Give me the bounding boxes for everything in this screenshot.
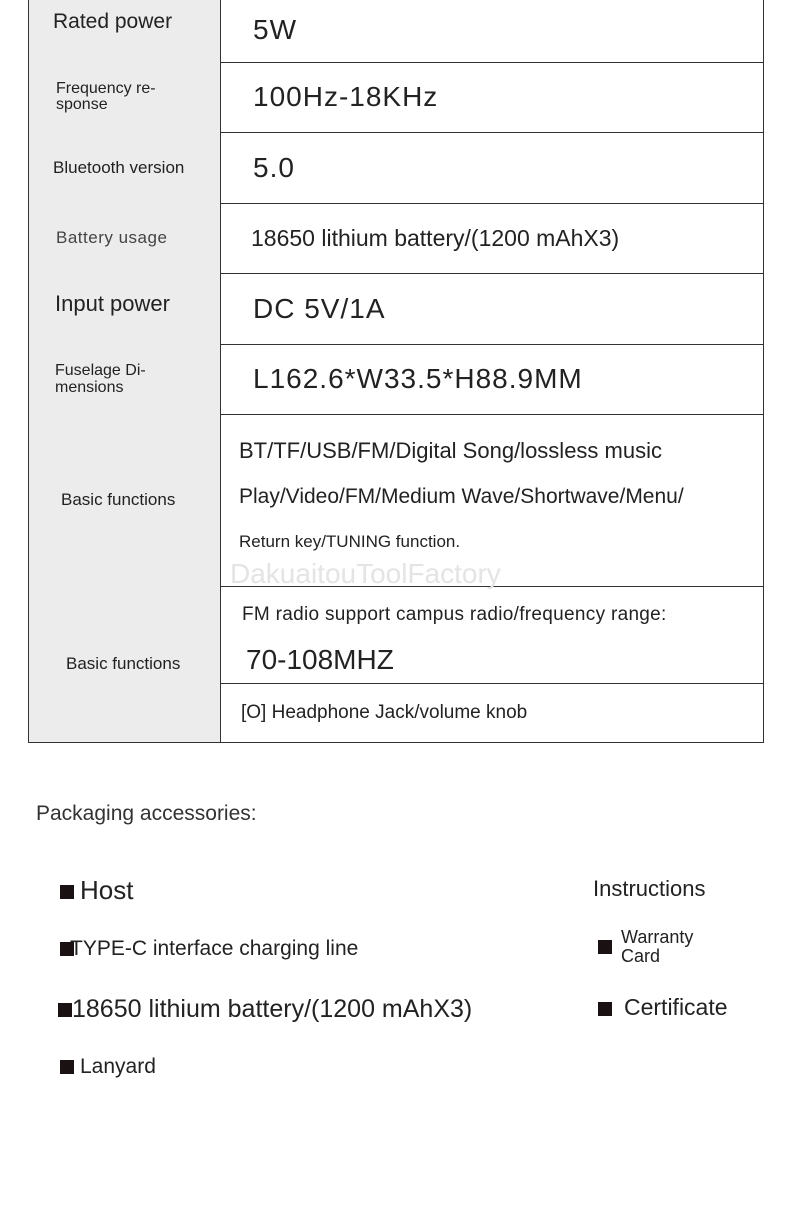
- functions-label: Basic functions: [28, 586, 220, 743]
- spec-value: 18650 lithium battery/(1200 mAhX3): [220, 203, 764, 274]
- spec-value: 5W: [220, 0, 764, 63]
- accessory-item: TYPE-C interface charging line: [60, 937, 358, 961]
- spec-value: DC 5V/1A: [220, 273, 764, 345]
- accessory-item: Host: [60, 875, 133, 906]
- spec-label: Bluetooth version: [28, 132, 220, 204]
- headphone-jack: [O] Headphone Jack/volume knob: [220, 683, 764, 743]
- accessory-item: Instructions: [593, 876, 706, 901]
- bullet-square-icon: [60, 885, 74, 899]
- function-line: Return key/TUNING function.: [239, 532, 461, 551]
- fm-range-text: FM radio support campus radio/frequency range:: [242, 604, 667, 625]
- bullet-square-icon: [58, 1003, 72, 1017]
- functions-label: Basic functions: [28, 414, 220, 587]
- spec-value: L162.6*W33.5*H88.9MM: [220, 344, 764, 415]
- spec-label: Fuselage Di- mensions: [28, 344, 220, 415]
- fm-range: [220, 586, 764, 684]
- accessory-item: Lanyard: [60, 1055, 156, 1079]
- accessory-item: Warranty Card: [598, 928, 693, 966]
- fm-range-value: 70-108MHZ: [246, 644, 394, 675]
- bullet-square-icon: [598, 1002, 612, 1016]
- spec-value: 5.0: [220, 132, 764, 204]
- spec-label: Frequency re- sponse: [28, 62, 220, 133]
- spec-label: Input power: [28, 273, 220, 345]
- accessory-item: 18650 lithium battery/(1200 mAhX3): [58, 995, 472, 1024]
- spec-label: Rated power: [28, 0, 220, 63]
- function-line: BT/TF/USB/FM/Digital Song/lossless music: [239, 438, 662, 463]
- spec-label: Battery usage: [28, 203, 220, 274]
- bullet-square-icon: [60, 1060, 74, 1074]
- spec-value: 100Hz-18KHz: [220, 62, 764, 133]
- accessory-item: Certificate: [598, 994, 728, 1021]
- watermark: DakuaitouToolFactory: [230, 558, 501, 589]
- bullet-square-icon: [598, 940, 612, 954]
- packaging-title: Packaging accessories:: [36, 802, 257, 825]
- function-line: Play/Video/FM/Medium Wave/Shortwave/Menu/: [239, 485, 684, 508]
